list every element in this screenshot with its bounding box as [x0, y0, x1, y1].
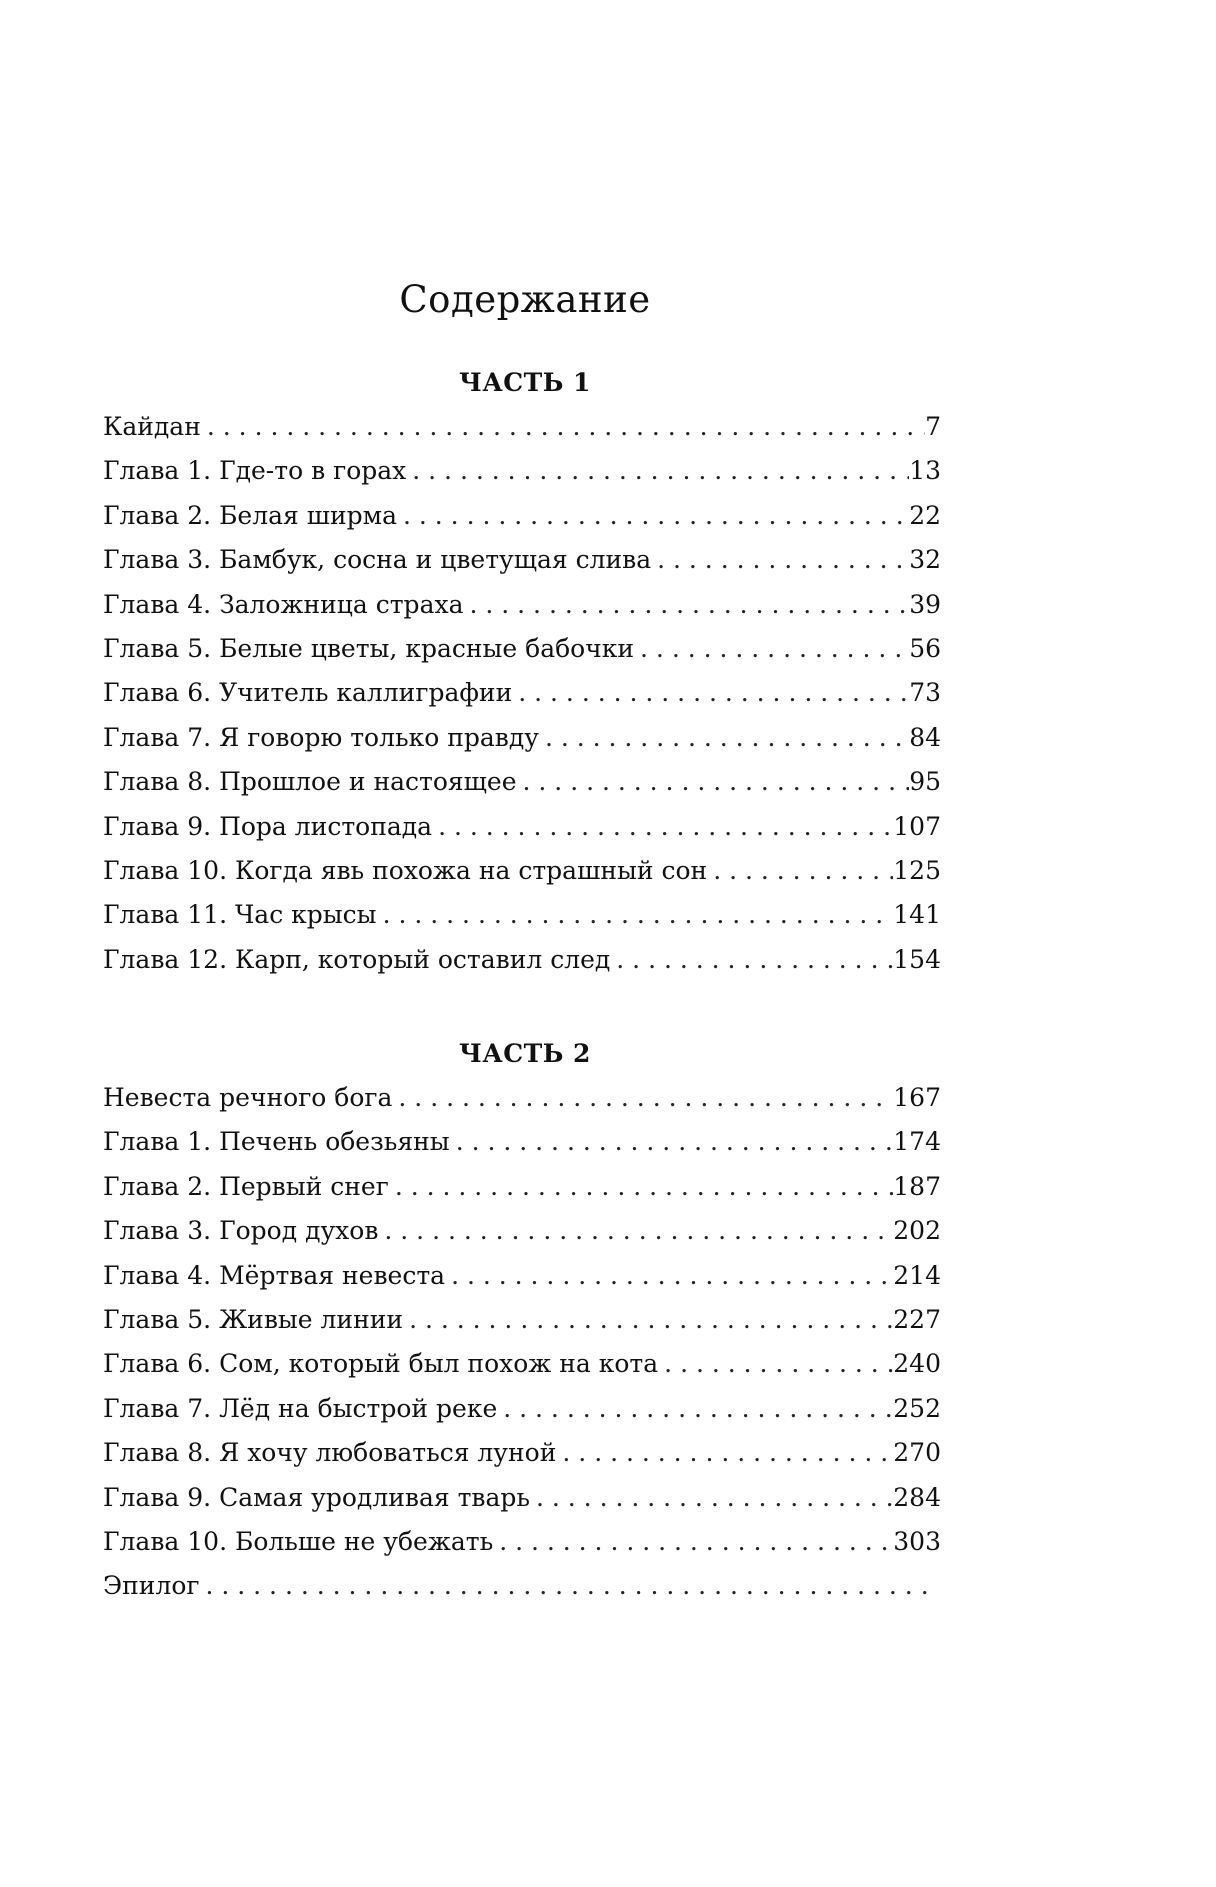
part-1-toc-list — [103, 405, 941, 982]
toc-entry[interactable] — [103, 1387, 941, 1431]
toc-entry-page-number: 252 — [893, 1393, 941, 1423]
toc-entry-title: Глава 3. Город духов — [103, 1216, 379, 1246]
toc-dot-leader — [634, 627, 909, 671]
toc-entry[interactable] — [103, 627, 941, 671]
toc-entry-title: Глава 7. Я говорю только правду — [103, 722, 539, 752]
toc-entry-page-number: 73 — [909, 678, 941, 708]
toc-entry-page-number: 56 — [909, 633, 941, 663]
toc-entry-title: Глава 1. Печень обезьяны — [103, 1127, 450, 1157]
toc-dot-leader — [199, 1564, 927, 1608]
toc-entry-title: Глава 1. Где-то в горах — [103, 456, 407, 486]
toc-entry[interactable] — [103, 1076, 941, 1120]
toc-entry-title: Невеста речного бога — [103, 1083, 393, 1112]
toc-entry-title: Глава 10. Когда явь похожа на страшный сон — [103, 855, 708, 885]
toc-entry[interactable] — [103, 893, 941, 937]
toc-dot-leader — [463, 583, 909, 627]
toc-dot-leader — [450, 1120, 894, 1164]
page-title: Содержание — [399, 278, 651, 321]
toc-dot-leader — [389, 1165, 893, 1209]
toc-entry-page-number: 270 — [893, 1438, 941, 1468]
toc-entry[interactable] — [103, 1209, 941, 1253]
toc-entry-page-number: 174 — [893, 1127, 941, 1157]
toc-entry[interactable] — [103, 1520, 941, 1564]
toc-dot-leader — [493, 1520, 893, 1564]
toc-entry-title: Глава 11. Час крысы — [103, 900, 377, 930]
toc-dot-leader — [610, 938, 893, 982]
toc-entry-page-number: 39 — [909, 589, 941, 619]
toc-entry[interactable] — [103, 849, 941, 893]
toc-entry-page-number: 202 — [893, 1216, 941, 1246]
toc-entry-title: Глава 9. Пора листопада — [103, 811, 433, 841]
toc-dot-leader — [397, 494, 909, 538]
toc-entry-page-number: 13 — [909, 456, 941, 486]
toc-entry-title: Глава 9. Самая уродливая тварь — [103, 1482, 530, 1512]
toc-dot-leader — [539, 716, 909, 760]
toc-entry-title: Глава 2. Первый снег — [103, 1171, 389, 1201]
toc-dot-leader — [658, 1342, 893, 1386]
toc-entry-page-number: 284 — [893, 1482, 941, 1512]
toc-entry-title: Глава 4. Заложница страха — [103, 589, 464, 619]
toc-entry[interactable] — [103, 1254, 941, 1298]
toc-entry-page-number: 95 — [909, 767, 941, 797]
toc-entry-page-number: 227 — [893, 1304, 941, 1334]
toc-dot-leader — [707, 849, 893, 893]
toc-entry-title: Глава 6. Сом, который был похож на кота — [103, 1349, 659, 1379]
toc-entry-title: Глава 7. Лёд на быстрой реке — [103, 1393, 498, 1423]
toc-entry-title: Глава 3. Бамбук, сосна и цветущая слива — [103, 545, 652, 575]
toc-dot-leader — [517, 760, 910, 804]
toc-dot-leader — [445, 1254, 893, 1298]
toc-entry[interactable] — [103, 1120, 941, 1164]
toc-dot-leader — [556, 1431, 893, 1475]
toc-entry-title: Глава 5. Белые цветы, красные бабочки — [103, 633, 635, 663]
toc-dot-leader — [432, 805, 893, 849]
toc-dot-leader — [392, 1076, 893, 1120]
toc-entry-page-number: 240 — [893, 1349, 941, 1379]
part-2-toc-list — [103, 1076, 941, 1609]
toc-entry-title: Кайдан — [103, 412, 201, 441]
toc-entry[interactable] — [103, 1165, 941, 1209]
toc-entry-title: Глава 10. Больше не убежать — [103, 1526, 494, 1556]
toc-entry-title: Глава 6. Учитель каллиграфии — [103, 678, 513, 708]
toc-dot-leader — [497, 1387, 893, 1431]
toc-entry[interactable] — [103, 716, 941, 760]
toc-entry[interactable] — [103, 583, 941, 627]
toc-entry-page-number: 32 — [909, 545, 941, 575]
toc-entry-title: Глава 12. Карп, который оставил след — [103, 944, 611, 974]
toc-entry[interactable] — [103, 449, 941, 493]
toc-entry-page-number: 303 — [893, 1526, 941, 1556]
toc-entry[interactable] — [103, 671, 941, 715]
part-1-heading: ЧАСТЬ 1 — [459, 368, 591, 397]
toc-dot-leader — [403, 1298, 893, 1342]
toc-entry-page-number: 22 — [909, 500, 941, 530]
toc-entry-page-number: 141 — [893, 900, 941, 930]
toc-entry[interactable] — [103, 805, 941, 849]
toc-entry[interactable] — [103, 494, 941, 538]
toc-entry-page-number: 84 — [909, 722, 941, 752]
toc-dot-leader — [530, 1476, 893, 1520]
toc-entry-page-number: 167 — [893, 1083, 941, 1112]
toc-entry-page-number: 154 — [893, 944, 941, 974]
toc-dot-leader — [201, 405, 925, 449]
part-2-heading: ЧАСТЬ 2 — [459, 1039, 591, 1068]
toc-entry[interactable] — [103, 1298, 941, 1342]
toc-entry[interactable] — [103, 760, 941, 804]
toc-entry-page-number: 187 — [893, 1171, 941, 1201]
toc-entry[interactable] — [103, 1431, 941, 1475]
toc-dot-leader — [512, 671, 909, 715]
toc-entry-page-number: 7 — [925, 412, 941, 441]
toc-entry[interactable] — [103, 1476, 941, 1520]
toc-dot-leader — [406, 449, 909, 493]
toc-dot-leader — [651, 538, 909, 582]
toc-entry[interactable] — [103, 938, 941, 982]
toc-entry[interactable] — [103, 538, 941, 582]
toc-entry[interactable] — [103, 405, 941, 449]
toc-entry-title: Эпилог — [103, 1571, 200, 1601]
toc-dot-leader — [378, 1209, 893, 1253]
toc-entry-page-number: 107 — [893, 811, 941, 841]
toc-entry-title: Глава 8. Прошлое и настоящее — [103, 767, 517, 797]
toc-entry[interactable] — [103, 1342, 941, 1386]
toc-entry-title: Глава 8. Я хочу любоваться луной — [103, 1438, 557, 1468]
toc-entry-title: Глава 4. Мёртвая невеста — [103, 1260, 446, 1290]
toc-entry-page-number: 125 — [893, 855, 941, 885]
toc-entry-title: Глава 5. Живые линии — [103, 1304, 404, 1334]
toc-entry[interactable] — [103, 1564, 941, 1608]
toc-entry-title: Глава 2. Белая ширма — [103, 500, 397, 530]
toc-dot-leader — [377, 893, 894, 937]
toc-entry-page-number: 214 — [893, 1260, 941, 1290]
